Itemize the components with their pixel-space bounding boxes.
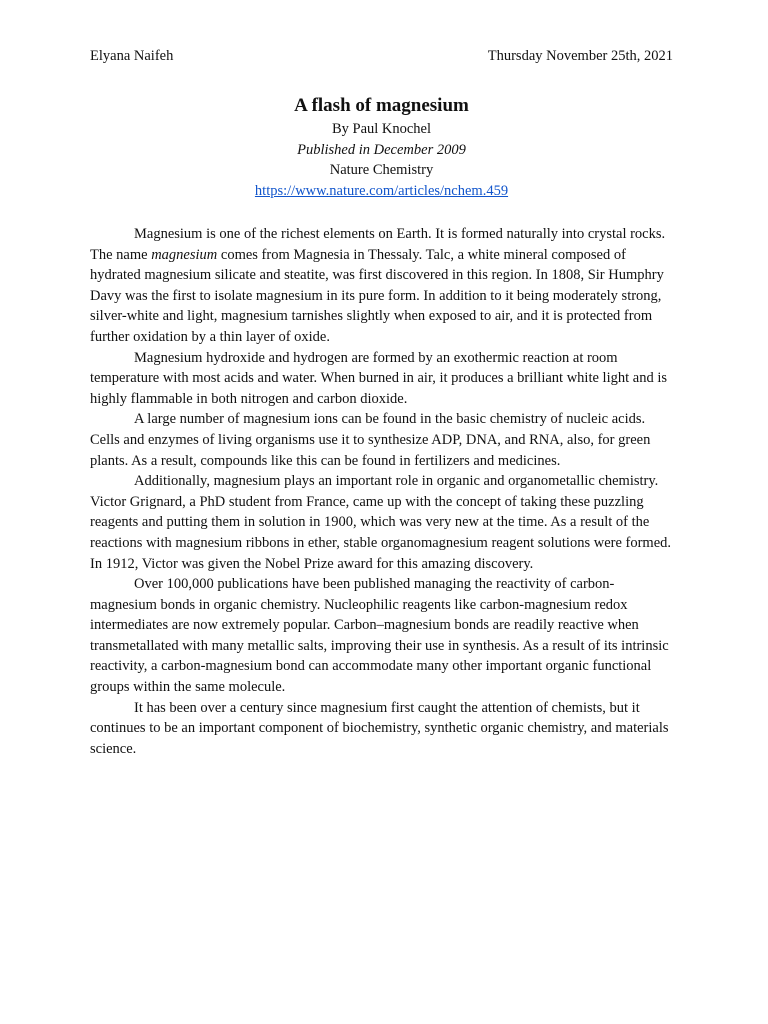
- publication-date: Published in December 2009: [297, 141, 466, 158]
- article-link[interactable]: https://www.nature.com/articles/nchem.459: [254, 182, 509, 199]
- paragraph-5: Over 100,000 publications have been published managing the reactivity of carbon-magnesium bonds in organic chemistry. Nucleophilic reagents like carbon-magnesium redox intermediates are now extremely popular. Carbon–magnesium bonds are readily reactive when transmetallated with many metallic salts, improving their use in synthesis. As a result of its intrinsic reactivity, a carbon-magnesium bond can accommodate many other important organic functional groups within the same molecule.: [90, 576, 669, 696]
- paragraph-1: [90, 224, 676, 348]
- paragraph-3: A large number of magnesium ions can be found in the basic chemistry of nucleic acids. Cells and enzymes of living organisms use it to synthesize ADP, DNA, and RNA, also, for green plants. As a result, compounds like this can be found in fertilizers and medicines.: [90, 411, 651, 469]
- article-body: [90, 224, 676, 759]
- journal-name: Nature Chemistry: [329, 162, 434, 178]
- paragraph-4: Additionally, magnesium plays an important role in organic and organometallic chemistry. Victor Grignard, a PhD student from France, came up with the concept of taking these puzzling reagents and putting them in solution in 1900, which was very new at the time. As a result of the reactions with magnesium ribbons in ether, stable organomagnesium reagent solutions were formed. In 1912, Victor was given the Nobel Prize award for this amazing discovery.: [90, 473, 672, 572]
- document-date: Thursday November 25th, 2021: [487, 48, 673, 64]
- paragraph-1-end: comes from Magnesia in Thessaly. Talc, a white mineral composed of hydrated magnesium silicate and steatite, was first discovered in this region. In 1808, Sir Humphry Davy was the first to isolate magnesium in its pure form. In addition to it being moderately strong, silver-white and light, magnesium tarnishes slightly when exposed to air, and it is protected from further oxidation by a thin layer of oxide.: [90, 246, 664, 345]
- paragraph-6: It has been over a century since magnesium first caught the attention of chemists, but it continues to be an important component of biochemistry, synthetic organic chemistry, and materials science.: [90, 699, 669, 757]
- paragraph-1-start: Magnesium is one of the richest elements on Earth. It is formed naturally into crystal rocks. The name: [90, 226, 666, 263]
- author-name: Elyana Naifeh: [90, 48, 174, 64]
- title-block: [90, 93, 673, 201]
- paragraph-1-emphasis: magnesium: [151, 246, 218, 263]
- article-title: A flash of magnesium: [294, 95, 469, 116]
- article-byline: By Paul Knochel: [331, 121, 432, 137]
- paragraph-2: Magnesium hydroxide and hydrogen are formed by an exothermic reaction at room temperature with most acids and water. When burned in air, it produces a brilliant white light and is highly flammable in both nitrogen and carbon dioxide.: [90, 349, 667, 407]
- document-header: [90, 46, 673, 66]
